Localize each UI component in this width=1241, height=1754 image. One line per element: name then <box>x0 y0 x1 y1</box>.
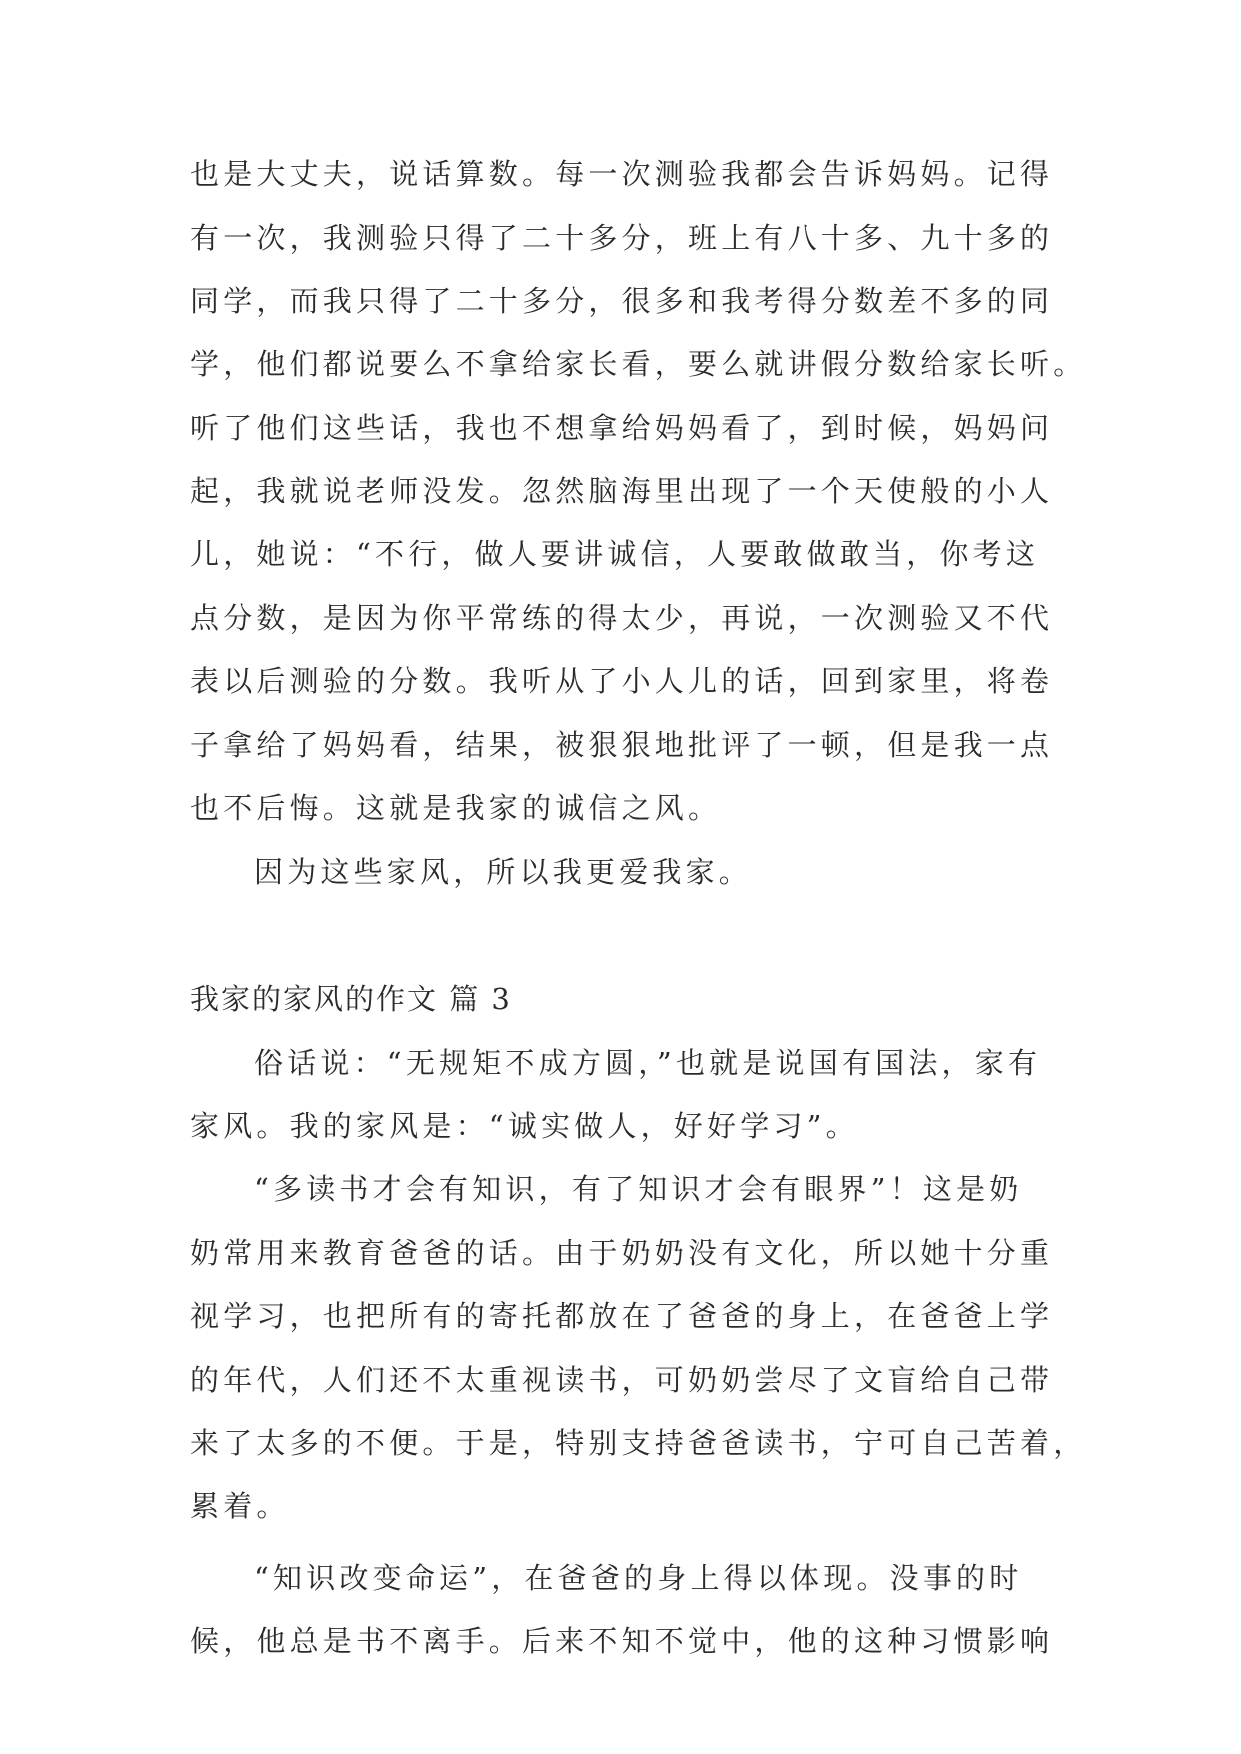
text-line: 候，他总是书不离手。后来不知不觉中，他的这种习惯影响 <box>190 1624 1054 1658</box>
text-line: 的年代，人们还不太重视读书，可奶奶尝尽了文盲给自己带 <box>190 1363 1054 1397</box>
text-line: 点分数，是因为你平常练的得太少，再说，一次测验又不代 <box>190 601 1054 635</box>
text-line: 儿，她说：“不行，做人要讲诚信，人要敢做敢当，你考这 <box>190 537 1040 571</box>
text-line: 有一次，我测验只得了二十多分，班上有八十多、九十多的 <box>190 221 1054 255</box>
section-title: 我家的家风的作文 篇 3 <box>190 982 512 1016</box>
text-line: 同学，而我只得了二十多分，很多和我考得分数差不多的同 <box>190 284 1054 318</box>
text-line: 俗话说：“无规矩不成方圆，”也就是说国有国法，家有 <box>254 1046 1042 1080</box>
text-line: 来了太多的不便。于是，特别支持爸爸读书，宁可自己苦着， <box>190 1426 1087 1460</box>
text-line: “多读书才会有知识，有了知识才会有眼界”！这是奶 <box>254 1172 1023 1206</box>
closing-line: 因为这些家风，所以我更爱我家。 <box>254 855 753 889</box>
text-line: 也是大丈夫，说话算数。每一次测验我都会告诉妈妈。记得 <box>190 157 1054 191</box>
text-line: 学，他们都说要么不拿给家长看，要么就讲假分数给家长听。 <box>190 347 1087 381</box>
text-line: 表以后测验的分数。我听从了小人儿的话，回到家里，将卷 <box>190 664 1054 698</box>
text-line: “知识改变命运”，在爸爸的身上得以体现。没事的时 <box>254 1561 1023 1595</box>
text-line: 也不后悔。这就是我家的诚信之风。 <box>190 791 722 825</box>
text-line: 视学习，也把所有的寄托都放在了爸爸的身上，在爸爸上学 <box>190 1299 1054 1333</box>
text-line: 累着。 <box>190 1489 290 1523</box>
text-line: 起，我就说老师没发。忽然脑海里出现了一个天使般的小人 <box>190 474 1054 508</box>
text-line: 子拿给了妈妈看，结果，被狠狠地批评了一顿，但是我一点 <box>190 728 1054 762</box>
text-line: 奶常用来教育爸爸的话。由于奶奶没有文化，所以她十分重 <box>190 1236 1054 1270</box>
text-line: 听了他们这些话，我也不想拿给妈妈看了，到时候，妈妈问 <box>190 411 1054 445</box>
text-line: 家风。我的家风是：“诚实做人，好好学习”。 <box>190 1109 859 1143</box>
